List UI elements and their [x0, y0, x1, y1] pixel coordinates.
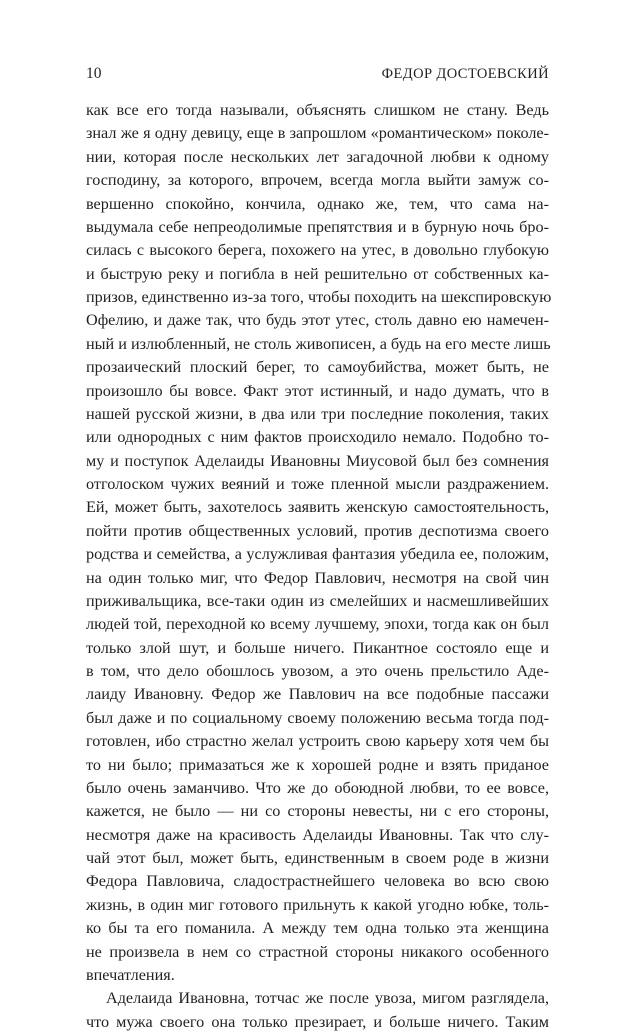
text-line: чай этот был, может быть, единственным в своем роде в жизни	[86, 849, 549, 867]
text-line: выдумала себе непреодолимые препятствия и в бурную ночь бро-	[86, 217, 549, 236]
body-text	[86, 99, 552, 1034]
text-line: знал же я одну девицу, еще в запрошлом «романтическом» поколе-	[86, 124, 549, 143]
text-line: и быструю реку и погибла в ней решительно от собственных ка-	[86, 264, 549, 283]
text-line: готовлен, ибо страстно желал устроить свою карьеру хотя чем бы	[86, 732, 549, 751]
text-line: Ей, может быть, захотелось заявить женскую самостоятельность,	[86, 498, 549, 517]
text-line: Аделаида Ивановна, тотчас же после увоза, мигом разглядела,	[106, 989, 549, 1008]
text-line: Федора Павловича, сладострастнейшего человека во всю свою	[86, 872, 549, 891]
text-line: нашей русской жизни, в два или три последние поколения, таких	[86, 404, 549, 423]
text-line: родства и семейства, а услужливая фантазия убедила ее, положим,	[86, 545, 549, 564]
text-line: как все его тогда называли, объяснять слишком не стану. Ведь	[86, 101, 549, 119]
text-line: жизнь, в один миг готового прильнуть к какой угодно юбке, толь-	[86, 895, 549, 914]
text-line: нии, которая после нескольких лет загадочной любви к одному	[86, 147, 549, 166]
text-line: то ни было; примазаться же к хорошей родне и взять приданое	[86, 755, 549, 774]
text-line: на один только миг, что Федор Павлович, несмотря на свой чин	[86, 568, 549, 587]
text-line: му и поступок Аделаиды Ивановны Миусовой был без сомнения	[86, 451, 549, 470]
text-line: вершенно спокойно, кончила, однако же, тем, что сама на-	[86, 194, 549, 213]
text-line: было очень заманчиво. Что же до обоюдной любви, то ее вовсе,	[86, 778, 549, 797]
text-line: впечатления.	[86, 965, 175, 984]
text-line: только злой шут, и больше ничего. Пикантное состояло еще и	[86, 638, 549, 657]
text-line: что мужа своего она только презирает, и больше ничего. Таким	[86, 1012, 549, 1031]
text-line: приживальщика, все-таки один из смелейших и насмешливейших	[86, 591, 549, 610]
text-line: отголоском чужих веяний и тоже пленной мысли раздражением.	[86, 475, 549, 493]
text-line: или однородных с ним фактов происходило немало. Подобно то-	[86, 428, 549, 447]
text-line: господину, за которого, впрочем, всегда могла выйти замуж со-	[86, 171, 549, 190]
text-line: людей той, переходной ко всему лучшему, эпохи, тогда как он был	[86, 615, 549, 634]
text-line: силась с высокого берега, похожего на утес, в довольно глубокую	[86, 241, 549, 260]
text-line: призов, единственно из-за того, чтобы походить на шекспировскую	[86, 288, 552, 306]
text-line: не произвела в нем со страстной стороны никакого особенного	[86, 942, 549, 961]
text-line: пойти против общественных условий, против деспотизма своего	[86, 521, 549, 540]
text-line: несмотря даже на красивость Аделаиды Ивановны. Так что слу-	[86, 825, 549, 844]
running-head	[86, 62, 549, 86]
running-head-author: ФЕДОР ДОСТОЕВСКИЙ	[381, 66, 549, 82]
text-line: кажется, не было — ни со стороны невесты, ни с его стороны,	[86, 802, 549, 821]
text-line: ко бы та его поманила. А между тем одна только эта женщина	[86, 919, 549, 938]
text-line: произошло бы вовсе. Факт этот истинный, и надо думать, что в	[86, 381, 549, 400]
text-line: был даже и по социальному своему положению весьма тогда под-	[86, 708, 549, 727]
text-line: прозаический плоский берег, то самоубийства, может быть, не	[86, 358, 549, 377]
page-number: 10	[86, 65, 102, 82]
text-line: ный и излюбленный, не столь живописен, а будь на его месте лишь	[86, 334, 551, 353]
text-line: лаиду Ивановну. Федор же Павлович на все подобные пассажи	[86, 685, 549, 704]
text-line: Офелию, и даже так, что будь этот утес, столь давно ею намечен-	[86, 311, 549, 330]
text-line: в том, что дело обошлось увозом, а это очень прельстило Аде-	[86, 662, 549, 680]
